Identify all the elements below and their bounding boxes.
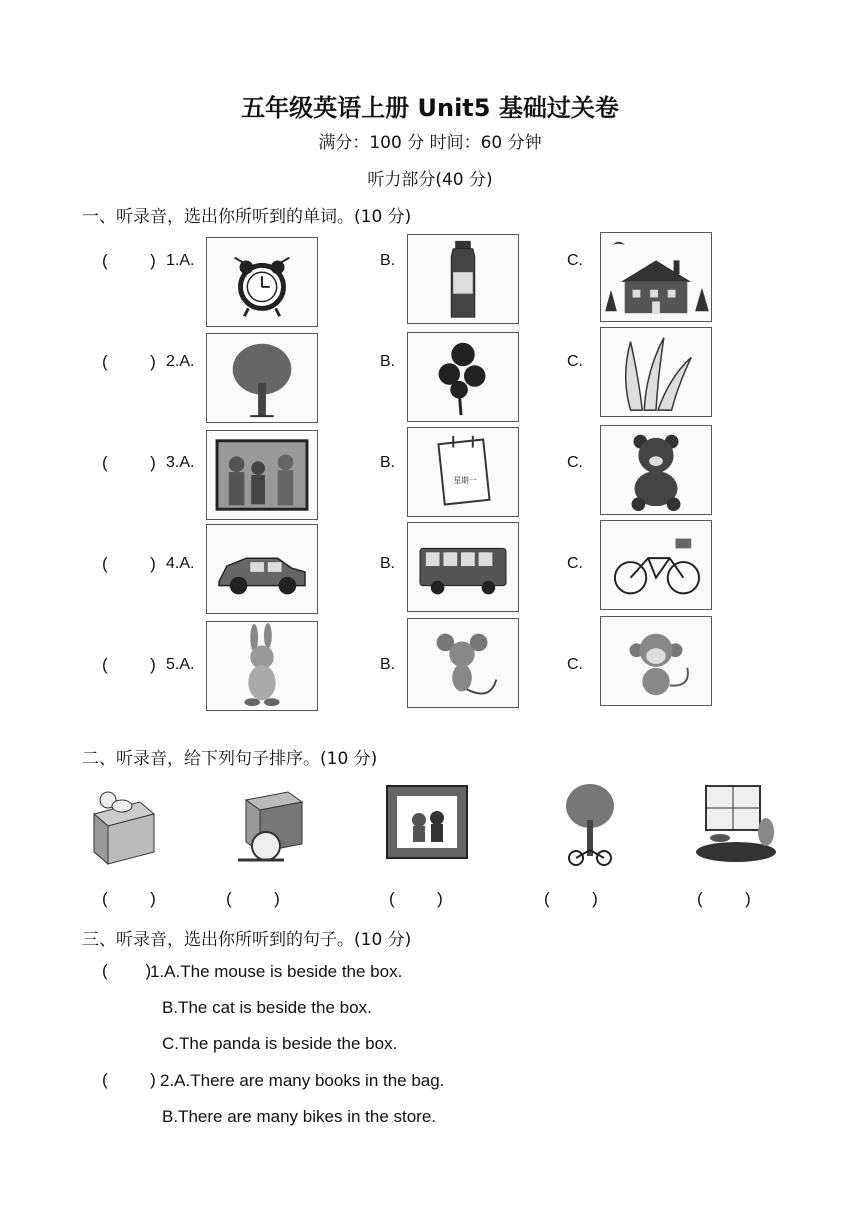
answer-blank[interactable]: ( ) — [102, 251, 156, 270]
sentence-option: B.The cat is beside the box. — [162, 998, 372, 1017]
svg-text:星期一: 星期一 — [453, 475, 477, 485]
bike-icon — [600, 520, 712, 610]
option-c-label: C. — [567, 656, 583, 673]
order-blank-3[interactable]: ( ) — [389, 889, 443, 908]
option-b-label: B. — [380, 353, 396, 370]
option-b-label: B. — [380, 656, 396, 673]
family-photo-icon — [206, 430, 318, 520]
teddy-bear-icon — [600, 425, 712, 515]
tree-icon — [206, 333, 318, 423]
exam-meta: 满分：100 分 时间：60 分钟 — [318, 133, 542, 153]
picture-frame-icon — [385, 784, 469, 860]
option-c-label: C. — [567, 353, 583, 370]
order-blank-2[interactable]: ( ) — [226, 889, 280, 908]
option-c-label: C. — [567, 252, 583, 269]
option-c-label: C. — [567, 454, 583, 471]
snail-in-box-icon — [226, 786, 304, 866]
option-a-label: 5.A. — [166, 656, 195, 673]
answer-blank[interactable]: ( ) — [102, 1070, 156, 1089]
option-c-label: C. — [567, 555, 583, 572]
option-b-label: B. — [380, 454, 396, 471]
monkey-icon — [600, 616, 712, 706]
answer-blank[interactable]: ( ) — [102, 554, 156, 573]
answer-blank[interactable]: ( ) — [102, 352, 156, 371]
answer-blank[interactable]: ( ) — [102, 961, 152, 980]
flower-icon — [407, 332, 519, 422]
answer-blank[interactable]: ( ) — [102, 655, 156, 674]
section2-heading: 二、听录音，给下列句子排序。(10 分) — [82, 749, 378, 769]
house-icon — [600, 232, 712, 322]
grass-icon — [600, 327, 712, 417]
mouse-icon — [407, 618, 519, 708]
option-a-label: 1.A. — [166, 252, 195, 269]
calendar-icon — [407, 427, 519, 517]
answer-blank[interactable]: ( ) — [102, 453, 156, 472]
bike-under-tree-icon — [560, 780, 620, 868]
car-icon — [206, 524, 318, 614]
option-a-label: 2.A. — [166, 353, 195, 370]
order-blank-5[interactable]: ( ) — [697, 889, 751, 908]
bus-icon — [407, 522, 519, 612]
listening-part-label: 听力部分(40 分) — [367, 170, 493, 190]
option-a-label: 4.A. — [166, 555, 195, 572]
page-title: 五年级英语上册 Unit5 基础过关卷 — [241, 94, 619, 122]
alarm-clock-icon — [206, 237, 318, 327]
option-b-label: B. — [380, 555, 396, 572]
sentence-option: 1.A.The mouse is beside the box. — [150, 962, 403, 981]
order-blank-1[interactable]: ( ) — [102, 889, 156, 908]
sentence-option: C.The panda is beside the box. — [162, 1034, 398, 1053]
sentence-option: 2.A.There are many books in the bag. — [160, 1071, 445, 1090]
section1-heading: 一、听录音，选出你所听到的单词。(10 分) — [82, 207, 412, 227]
section3-heading: 三、听录音，选出你所听到的句子。(10 分) — [82, 930, 412, 950]
order-blank-4[interactable]: ( ) — [544, 889, 598, 908]
water-bottle-icon — [407, 234, 519, 324]
option-a-label: 3.A. — [166, 454, 195, 471]
cat-on-box-icon — [88, 780, 158, 866]
rabbit-icon — [206, 621, 318, 711]
window-table-icon — [690, 782, 780, 866]
sentence-option: B.There are many bikes in the store. — [162, 1107, 437, 1126]
option-b-label: B. — [380, 252, 396, 269]
